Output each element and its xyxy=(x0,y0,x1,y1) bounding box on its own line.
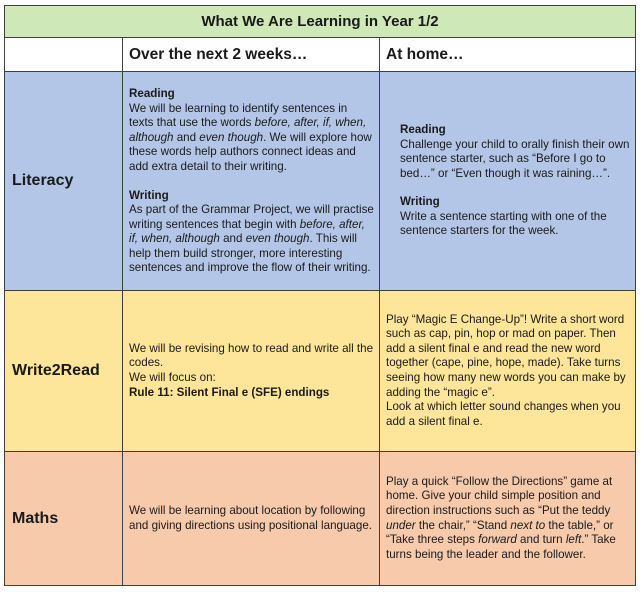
maths-home-text: Play a quick “Follow the Directions” game at home. Give your child simple position and direction instructions such as “Put the teddy under the chair,” “Stand next to the table,” or “Take three steps forward and turn left.” Take turns being the leader and the follower. xyxy=(386,474,616,561)
learning-plan-table xyxy=(4,5,636,586)
title-row xyxy=(5,6,636,38)
header-row xyxy=(5,38,636,72)
maths-school-cell xyxy=(123,452,380,586)
header-blank-cell xyxy=(5,38,123,72)
literacy-school-cell xyxy=(123,72,380,291)
write2read-school-line2: We will focus on: xyxy=(129,371,216,384)
write2read-row xyxy=(5,291,636,452)
write2read-school-line1: We will be revising how to read and write all the codes. xyxy=(129,341,374,370)
subject-maths: Maths xyxy=(5,452,123,586)
maths-row xyxy=(5,452,636,586)
header-at-home: At home… xyxy=(380,38,636,72)
write2read-rule: Rule 11: Silent Final e (SFE) endings xyxy=(129,385,330,399)
page-title: What We Are Learning in Year 1/2 xyxy=(5,6,636,38)
subject-literacy: Literacy xyxy=(5,72,123,291)
literacy-home-writing-text: Write a sentence starting with one of the sentence starters for the week. xyxy=(400,209,607,238)
maths-school-text: We will be learning about location by following and giving directions using positional language. xyxy=(129,503,372,532)
subject-write2read: Write2Read xyxy=(5,291,123,452)
header-next-weeks: Over the next 2 weeks… xyxy=(123,38,380,72)
literacy-home-reading-heading: Reading xyxy=(400,122,446,136)
literacy-reading-text: We will be learning to identify sentences in texts that use the words before, after, if, when, although and even though. We will explore how these words help authors connect ideas and add extra detail to their writing. xyxy=(129,101,372,173)
literacy-reading-heading: Reading xyxy=(129,86,175,100)
maths-home-cell xyxy=(380,452,636,586)
write2read-home-cell xyxy=(380,291,636,452)
write2read-school-cell xyxy=(123,291,380,452)
literacy-writing-heading: Writing xyxy=(129,188,169,202)
literacy-home-writing-heading: Writing xyxy=(400,195,440,209)
literacy-home-reading-text: Challenge your child to orally finish their own sentence starter, such as “Before I go to bed…” or “Even though it was raining…”. xyxy=(400,137,630,180)
literacy-home-cell xyxy=(380,72,636,291)
literacy-row xyxy=(5,72,636,291)
write2read-home-para2: Look at which letter sound changes when you add a silent final e. xyxy=(386,400,621,428)
literacy-writing-text: As part of the Grammar Project, we will practise writing sentences that begin with before, after, if, when, although and even though. This will help them build stronger, more interesting sentences and improve the flow of their writing. xyxy=(129,203,374,275)
write2read-home-para1: Play “Magic E Change-Up”! Write a short word such as cap, pin, hop or mad on paper. Then add a silent final e and read the new word together (cape, pine, hope, made). Take turns seeing how many new words you can make by adding the “magic e”. xyxy=(386,312,626,399)
